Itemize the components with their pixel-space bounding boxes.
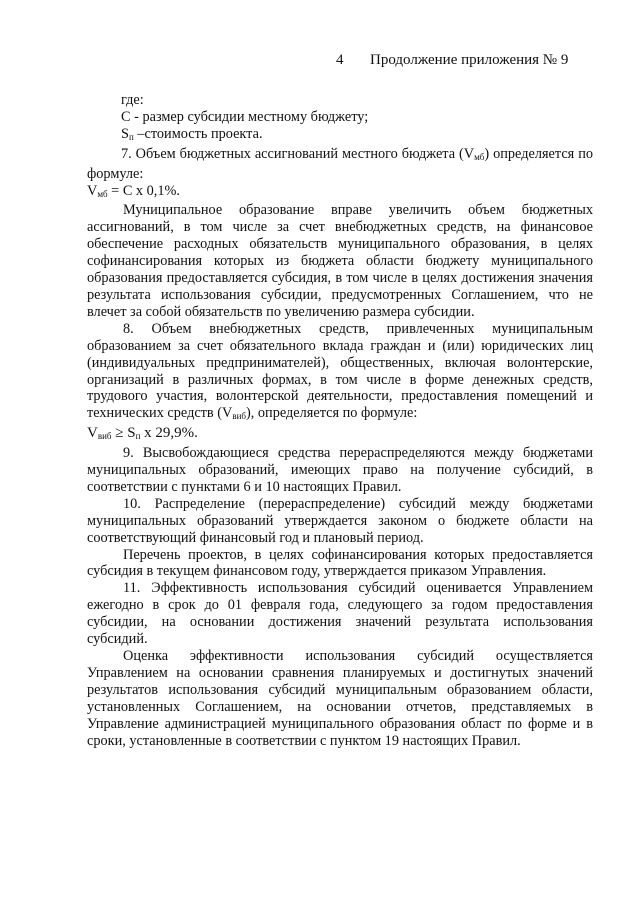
- paragraph-8: 8. Объем внебюджетных средств, привлеченных муниципальным образованием за счет обязательного вклада граждан и (или) юридических лиц (индивидуальных предпринимателей), общественных, включая волонтерские, организаций в различных формах, в том числе в форме денежных средств, трудового участия, волонтерской деятельности, предоставления помещений и технических средств $(V_{виб})$, определяется по формуле:: [87, 320, 593, 422]
- paragraph-11-assessment: Оценка эффективности использования субсидий осуществляется Управлением на основании сравнения планируемых и достигнутых значений результатов использования субсидий муниципальным образованием области, установленных Соглашением, на основании отчетов, представляемых в Управление администрацией муниципального образования област по форме и в сроки, установленные в соответствии с пунктом 19 настоящих Правил.: [87, 648, 593, 749]
- page-number: 4: [336, 52, 344, 68]
- formula-extrabudget: $V_{виб} \ge S_п$ х 29,9%.: [87, 425, 198, 442]
- paragraph-municipal-increase: Муниципальное образование вправе увеличить объем бюджетных ассигнований, в том числе за счет внебюджетных средств, на финансовое обеспечение расходных обязательств муниципального образования, в целях софинансирования которых из бюджета области бюджету муниципального образования предоставляется субсидия, в том числе в целях достижения значения результата использования субсидии, предусмотренных Соглашением, что не влечет за собой обязательств по увеличению размера субсидии.: [87, 202, 593, 320]
- page-header: [336, 52, 568, 69]
- paragraph-10: 10. Распределение (перераспределение) субсидий между бюджетами муниципальных образований утверждается законом о бюджете области на соответствующий финансовый год и плановый период.: [87, 495, 593, 546]
- formula-budget: $V_{мб} = С$ х 0,1%.: [87, 182, 181, 199]
- paragraph-11: 11. Эффективность использования субсидий оценивается Управлением ежегодно в срок до 01 февраля года, следующего за годом предоставления субсидии, на основании достижения значений результата использования субсидий.: [87, 580, 593, 648]
- where-label: где:: [121, 92, 144, 108]
- page-header-title: Продолжение приложения № 9: [370, 52, 569, 68]
- paragraph-10-list: Перечень проектов, в целях софинансирования которых предоставляется субсидия в текущем финансовом году, утверждается приказом Управления.: [87, 546, 593, 580]
- definition-c: С - размер субсидии местному бюджету;: [121, 108, 369, 125]
- definition-sn: $S_п$ –стоимость проекта.: [121, 125, 263, 142]
- document-body: [87, 92, 593, 749]
- paragraph-9: 9. Высвобождающиеся средства перераспределяются между бюджетами муниципальных образований, имеющих право на получение субсидий, в соответствии с пунктами 6 и 10 настоящих Правил.: [87, 445, 593, 495]
- paragraph-7: 7. Объем бюджетных ассигнований местного бюджета $(V_{мб})$ определяется по формуле:: [87, 145, 593, 182]
